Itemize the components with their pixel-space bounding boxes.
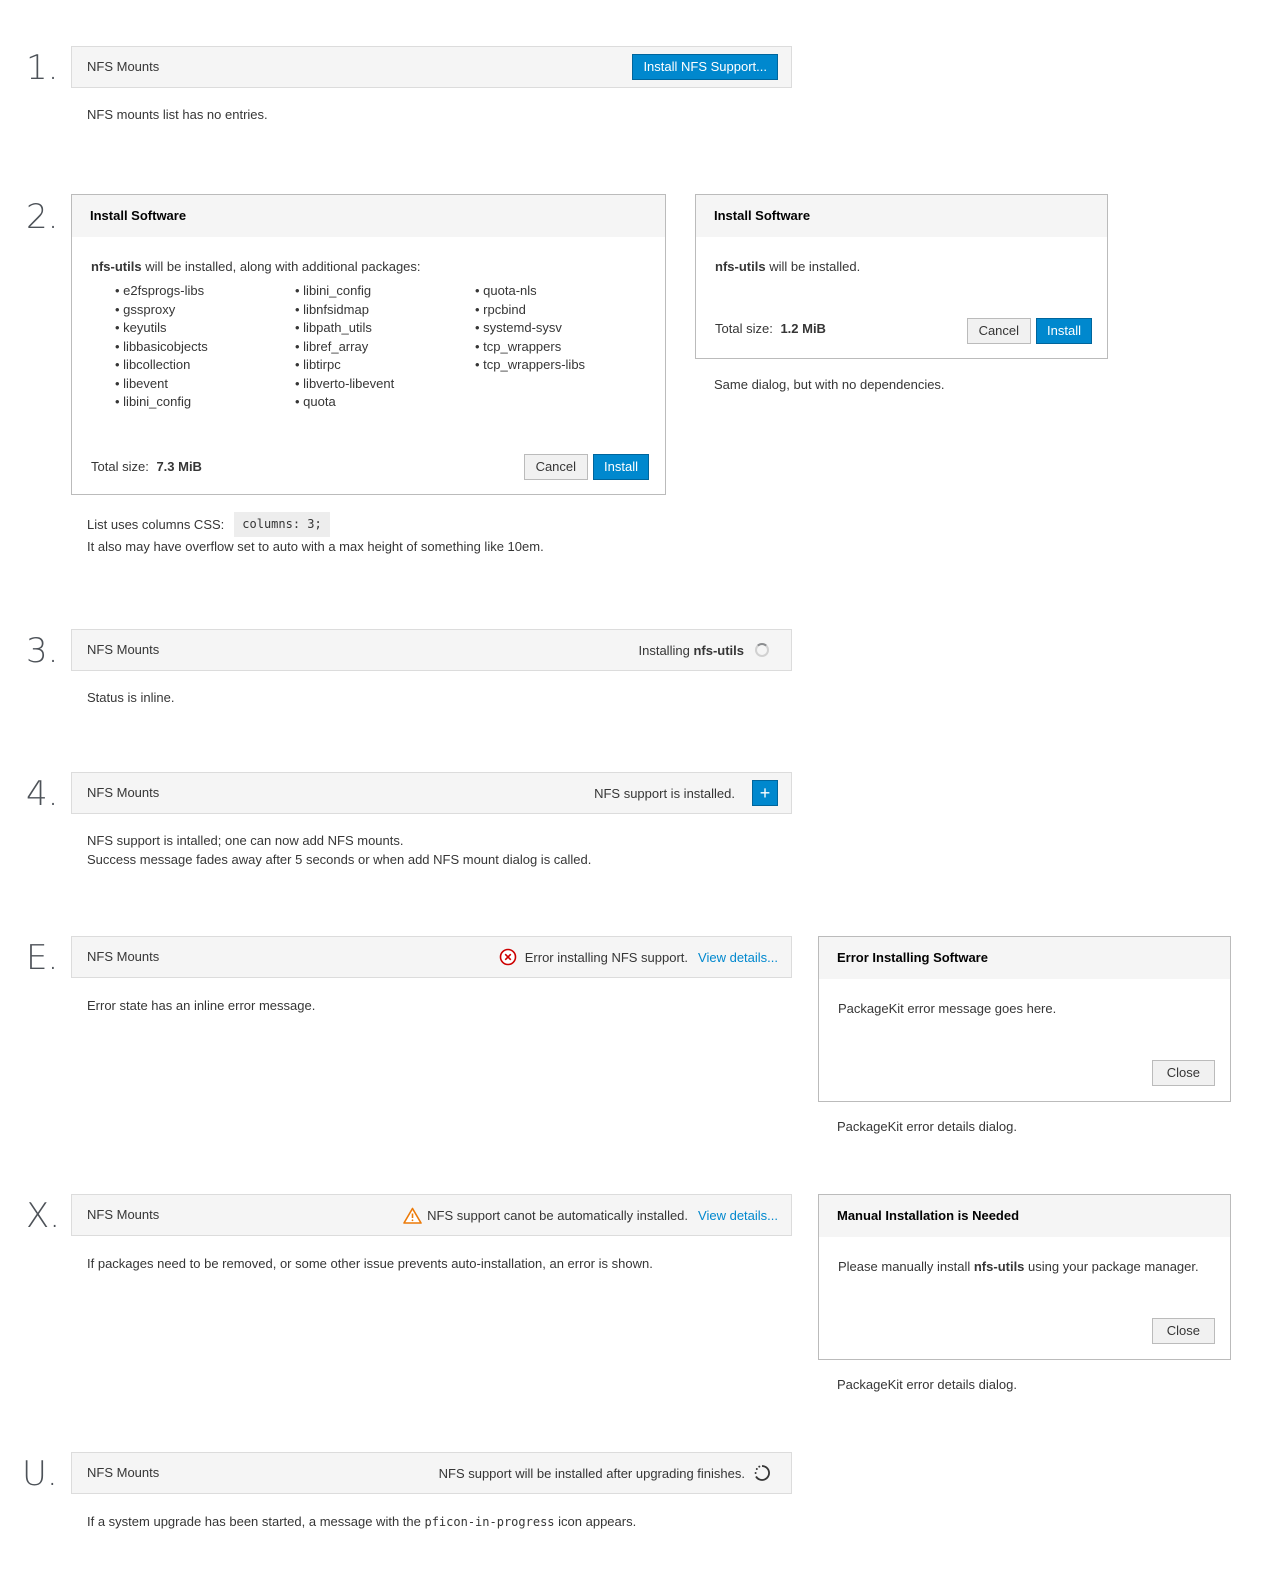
step-letter-x: X. <box>26 1196 61 1236</box>
step4-note2: Success message fades away after 5 seconds or when add NFS mount dialog is called. <box>87 852 592 867</box>
list-item: • libini_config <box>295 282 455 301</box>
plus-icon: + <box>759 782 771 803</box>
list-item: • libverto-libevent <box>295 375 455 394</box>
list-item: • libref_array <box>295 338 455 357</box>
total-size <box>91 459 202 474</box>
panel-title: NFS Mounts <box>87 642 160 657</box>
nfs-mounts-bar-step1 <box>71 46 792 88</box>
step-number-3: 3. <box>26 631 59 671</box>
package-name: nfs-utils <box>715 259 766 274</box>
step-number-4: 4. <box>26 774 59 814</box>
panel-title: NFS Mounts <box>87 1207 160 1222</box>
step-number-2: 2. <box>26 197 59 237</box>
step2-note1 <box>87 512 330 537</box>
list-item: • keyutils <box>115 319 275 338</box>
spinner-icon <box>755 643 769 657</box>
dialog-intro <box>715 259 860 274</box>
list-item: • tcp_wrappers-libs <box>475 356 635 375</box>
close-button[interactable]: Close <box>1152 1318 1215 1344</box>
list-item: • libtirpc <box>295 356 455 375</box>
status-package: nfs-utils <box>693 642 744 658</box>
dialog-title: Install Software <box>72 195 665 237</box>
step3-note: Status is inline. <box>87 690 175 705</box>
panel-title: NFS Mounts <box>87 949 160 964</box>
step1-note: NFS mounts list has no entries. <box>87 107 268 122</box>
dialog-intro <box>91 259 421 274</box>
list-item: • libevent <box>115 375 275 394</box>
package-name: nfs-utils <box>973 1259 1025 1274</box>
list-item: • libbasicobjects <box>115 338 275 357</box>
dialog-body <box>838 1259 1199 1274</box>
dialog-title: Manual Installation is Needed <box>819 1195 1230 1237</box>
cancel-button[interactable]: Cancel <box>524 454 588 480</box>
stepE-note: Error state has an inline error message. <box>87 998 316 1013</box>
body-suffix: using your package manager. <box>1028 1259 1199 1274</box>
list-item: • libpath_utils <box>295 319 455 338</box>
total-size-label: Total size: <box>91 459 149 474</box>
icon-code: pficon-in-progress <box>424 1515 555 1529</box>
note-text: List uses columns CSS: <box>87 517 225 532</box>
nfs-mounts-bar-warning <box>71 1194 792 1236</box>
cancel-button[interactable]: Cancel <box>967 318 1031 344</box>
status-prefix: Installing <box>638 642 690 658</box>
step4-note1: NFS support is intalled; one can now add NFS mounts. <box>87 833 404 848</box>
total-size-value: 7.3 MiB <box>156 459 202 474</box>
step-letter-e: E. <box>26 938 59 978</box>
nfs-mounts-bar-step3 <box>71 629 792 671</box>
total-size-value: 1.2 MiB <box>780 321 826 336</box>
step2b-note: Same dialog, but with no dependencies. <box>714 377 945 392</box>
manual-installation-dialog <box>818 1194 1231 1360</box>
list-item: • e2fsprogs-libs <box>115 282 275 301</box>
pficon-in-progress-icon <box>753 1464 771 1482</box>
css-code: columns: 3; <box>234 512 329 537</box>
panel-title: NFS Mounts <box>87 1465 160 1480</box>
note-suffix: icon appears. <box>558 1514 637 1529</box>
warning-triangle-icon <box>403 1207 422 1224</box>
stepX-dialog-note: PackageKit error details dialog. <box>837 1377 1017 1392</box>
list-item: • systemd-sysv <box>475 319 635 338</box>
note-prefix: If a system upgrade has been started, a message with the <box>87 1514 421 1529</box>
step2-note2: It also may have overflow set to auto with a max height of something like 10em. <box>87 539 544 554</box>
intro-text: will be installed, along with additional packages: <box>145 259 421 274</box>
panel-title: NFS Mounts <box>87 59 160 74</box>
intro-text: will be installed. <box>769 259 861 274</box>
success-status: NFS support is installed. <box>594 785 735 801</box>
close-button[interactable]: Close <box>1152 1060 1215 1086</box>
package-list <box>115 282 635 412</box>
view-details-link[interactable]: View details... <box>698 949 778 965</box>
total-size <box>715 321 826 336</box>
step-letter-u: U. <box>22 1454 58 1494</box>
step-number-1: 1. <box>26 48 59 88</box>
error-circle-icon <box>499 948 517 966</box>
install-software-dialog-no-deps <box>695 194 1108 359</box>
body-prefix: Please manually install <box>838 1259 971 1274</box>
nfs-mounts-bar-upgrade <box>71 1452 792 1494</box>
list-item: • rpcbind <box>475 301 635 320</box>
package-name: nfs-utils <box>91 259 142 274</box>
list-item: • libini_config <box>115 393 275 412</box>
list-item: • quota-nls <box>475 282 635 301</box>
add-nfs-mount-button[interactable] <box>752 780 778 806</box>
stepX-note: If packages need to be removed, or some other issue prevents auto-installation, an error is shown. <box>87 1256 653 1271</box>
dialog-title: Install Software <box>696 195 1107 237</box>
total-size-label: Total size: <box>715 321 773 336</box>
warning-message: NFS support canot be automatically installed. <box>427 1207 689 1223</box>
upgrade-status: NFS support will be installed after upgrading finishes. <box>438 1465 745 1481</box>
view-details-link[interactable]: View details... <box>698 1207 778 1223</box>
list-item: • tcp_wrappers <box>475 338 635 357</box>
dialog-title: Error Installing Software <box>819 937 1230 979</box>
list-item: • libnfsidmap <box>295 301 455 320</box>
install-status <box>639 630 770 670</box>
install-nfs-support-button[interactable]: Install NFS Support... <box>632 54 778 80</box>
stepE-dialog-note: PackageKit error details dialog. <box>837 1119 1017 1134</box>
install-software-dialog <box>71 194 666 495</box>
error-installing-dialog <box>818 936 1231 1102</box>
panel-title: NFS Mounts <box>87 785 160 800</box>
list-item: • gssproxy <box>115 301 275 320</box>
install-button[interactable]: Install <box>1036 318 1092 344</box>
nfs-mounts-bar-error <box>71 936 792 978</box>
install-button[interactable]: Install <box>593 454 649 480</box>
error-message: Error installing NFS support. <box>524 949 689 965</box>
list-item: • quota <box>295 393 455 412</box>
list-item: • libcollection <box>115 356 275 375</box>
stepU-note <box>87 1512 636 1532</box>
dialog-body: PackageKit error message goes here. <box>838 1001 1057 1016</box>
nfs-mounts-bar-step4 <box>71 772 792 814</box>
